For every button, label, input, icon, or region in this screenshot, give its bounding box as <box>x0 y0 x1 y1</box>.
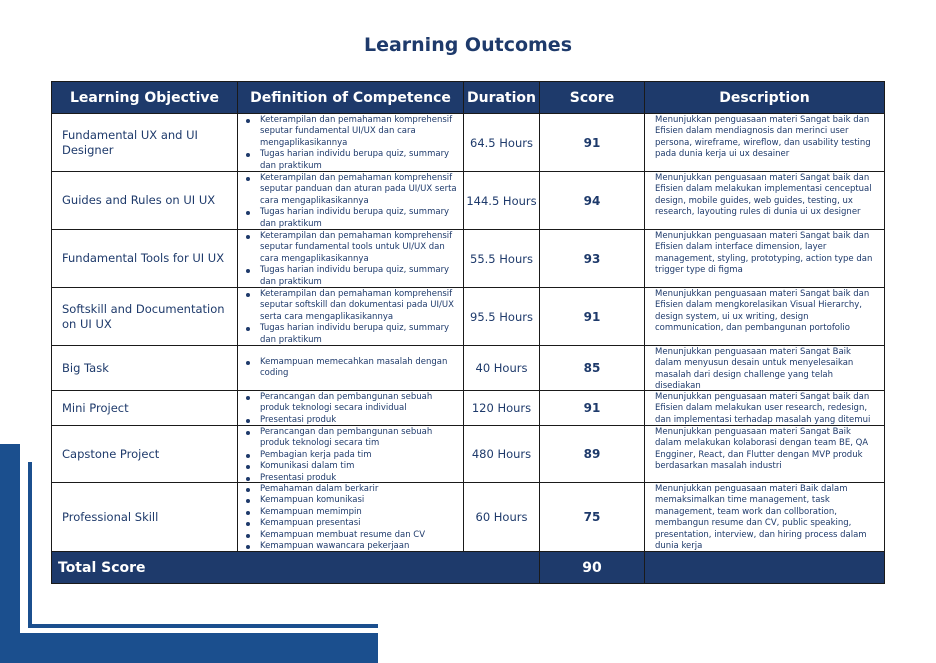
total-score-empty-cell <box>645 552 885 584</box>
score-cell: 91 <box>540 391 645 426</box>
list-item: Keterampilan dan pemahaman komprehensif seputar fundamental tools untuk UI/UX dan cara mengaplikasikannya <box>260 231 459 265</box>
list-item: Perancangan dan pembangunan sebuah produk teknologi secara individual <box>260 392 459 415</box>
definition-list <box>242 289 459 344</box>
list-item: Tugas harian individu berupa quiz, summary dan praktikum <box>260 323 459 344</box>
table-row <box>52 391 885 426</box>
list-item: Kemampuan presentasi <box>260 518 459 529</box>
definition-cell <box>238 426 464 483</box>
header-definition-of-competence: Definition of Competence <box>238 82 464 114</box>
header-learning-objective: Learning Objective <box>52 82 238 114</box>
score-cell: 94 <box>540 172 645 230</box>
description-cell <box>645 172 885 230</box>
description-text: Menunjukkan penguasaan materi Sangat Baik dalam melakukan kolaborasi dengan team BE, QA Engginer, React, dan Flutter dengan MVP produk berdasarkan masalah industri <box>655 427 869 472</box>
description-text: Menunjukkan penguasaan materi Sangat baik dan Efisien dalam melakukan implementasi cenceptual design, mobile guides, web guides, testing, ux research, layouting rules di dunia ui ux designer <box>655 173 872 218</box>
definition-cell <box>238 391 464 426</box>
description-cell <box>645 483 885 552</box>
table-row <box>52 172 885 230</box>
learning-objective-cell: Guides and Rules on UI UX <box>52 172 238 230</box>
list-item: Kemampuan memimpin <box>260 507 459 518</box>
corner-frame-outer-horizontal <box>0 633 378 663</box>
learning-objective-cell: Big Task <box>52 346 238 391</box>
learning-objective-cell: Fundamental UX and UI Designer <box>52 114 238 172</box>
learning-objective-cell: Softskill and Documentation on UI UX <box>52 288 238 346</box>
definition-list-wrapper <box>242 289 459 344</box>
header-duration: Duration <box>464 82 540 114</box>
duration-cell: 144.5 Hours <box>464 172 540 230</box>
definition-cell <box>238 114 464 172</box>
score-cell: 91 <box>540 114 645 172</box>
definition-list <box>242 115 459 170</box>
corner-frame-inner-horizontal <box>28 624 378 628</box>
score-cell: 85 <box>540 346 645 391</box>
list-item: Kemampuan membuat resume dan CV <box>260 530 459 541</box>
definition-cell <box>238 346 464 391</box>
definition-cell <box>238 483 464 552</box>
definition-list <box>242 173 459 228</box>
total-score-value: 90 <box>540 552 645 584</box>
definition-list <box>242 357 459 380</box>
header-score: Score <box>540 82 645 114</box>
duration-cell: 60 Hours <box>464 483 540 552</box>
list-item: Pemahaman dalam berkarir <box>260 484 459 495</box>
corner-frame-outer-vertical <box>0 444 20 663</box>
description-text: Menunjukkan penguasaan materi Sangat baik dan Efisien dalam mendiagnosis dan merinci user persona, wireframe, wireflow, dan usability testing pada dunia kerja ui ux desainer <box>655 115 871 160</box>
corner-frame-inner-vertical <box>28 462 32 628</box>
table-row <box>52 288 885 346</box>
table-row <box>52 426 885 483</box>
definition-list <box>242 484 459 550</box>
learning-objective-cell: Capstone Project <box>52 426 238 483</box>
description-cell <box>645 288 885 346</box>
definition-cell <box>238 288 464 346</box>
definition-list <box>242 392 459 424</box>
definition-list-wrapper <box>242 173 459 228</box>
list-item: Tugas harian individu berupa quiz, summary dan praktikum <box>260 149 459 170</box>
total-score-row <box>52 552 885 584</box>
description-cell <box>645 346 885 391</box>
duration-cell: 95.5 Hours <box>464 288 540 346</box>
table-row <box>52 346 885 391</box>
description-text: Menunjukkan penguasaan materi Sangat baik dan Efisien dalam melakukan user research, redesign, dan implementasi terhadap masalah yang ditemui <box>655 392 871 424</box>
score-cell: 89 <box>540 426 645 483</box>
description-text: Menunjukkan penguasaan materi Sangat baik dan Efisien dalam mengkorelasikan Visual Hierarchy, design system, ui ux writing, design communication, dan pembangunan portofolio <box>655 289 870 334</box>
table-row <box>52 114 885 172</box>
duration-cell: 55.5 Hours <box>464 230 540 288</box>
table-row <box>52 230 885 288</box>
list-item: Kemampuan wawancara pekerjaan <box>260 541 459 550</box>
learning-objective-cell: Fundamental Tools for UI UX <box>52 230 238 288</box>
total-score-label: Total Score <box>52 552 540 584</box>
definition-cell <box>238 172 464 230</box>
description-text: Menunjukkan penguasaan materi Sangat baik dan Efisien dalam interface dimension, layer management, styling, prototyping, action type dan trigger type di figma <box>655 231 873 276</box>
table-body <box>52 114 885 552</box>
list-item: Kemampuan komunikasi <box>260 495 459 506</box>
list-item: Komunikasi dalam tim <box>260 461 459 472</box>
description-cell <box>645 114 885 172</box>
list-item: Presentasi produk <box>260 473 459 481</box>
description-cell <box>645 230 885 288</box>
list-item: Kemampuan memecahkan masalah dengan coding <box>260 357 459 380</box>
duration-cell: 480 Hours <box>464 426 540 483</box>
definition-list-wrapper <box>242 427 459 481</box>
duration-cell: 40 Hours <box>464 346 540 391</box>
score-cell: 93 <box>540 230 645 288</box>
definition-list <box>242 231 459 286</box>
list-item: Keterampilan dan pemahaman komprehensif seputar panduan dan aturan pada UI/UX serta cara mengaplikasikannya <box>260 173 459 207</box>
list-item: Presentasi produk <box>260 415 459 424</box>
list-item: Keterampilan dan pemahaman komprehensif seputar softskill dan dokumentasi pada UI/UX serta cara mengaplikasikannya <box>260 289 459 323</box>
definition-list-wrapper <box>242 115 459 170</box>
definition-list-wrapper <box>242 392 459 424</box>
duration-cell: 120 Hours <box>464 391 540 426</box>
score-cell: 75 <box>540 483 645 552</box>
definition-list-wrapper <box>242 231 459 286</box>
list-item: Tugas harian individu berupa quiz, summary dan praktikum <box>260 207 459 228</box>
learning-objective-cell: Professional Skill <box>52 483 238 552</box>
list-item: Perancangan dan pembangunan sebuah produk teknologi secara tim <box>260 427 459 450</box>
description-text: Menunjukkan penguasaan materi Sangat Baik dalam menyusun desain untuk menyelesaikan masalah dari design challenge yang telah disediakan <box>655 347 854 390</box>
duration-cell: 64.5 Hours <box>464 114 540 172</box>
description-cell <box>645 391 885 426</box>
learning-objective-cell: Mini Project <box>52 391 238 426</box>
header-description: Description <box>645 82 885 114</box>
definition-list-wrapper <box>242 357 459 380</box>
definition-list-wrapper <box>242 484 459 550</box>
list-item: Pembagian kerja pada tim <box>260 450 459 461</box>
definition-cell <box>238 230 464 288</box>
description-cell <box>645 426 885 483</box>
list-item: Keterampilan dan pemahaman komprehensif seputar fundamental UI/UX dan cara mengaplikasikannya <box>260 115 459 149</box>
list-item: Tugas harian individu berupa quiz, summary dan praktikum <box>260 265 459 286</box>
score-cell: 91 <box>540 288 645 346</box>
table-header-row <box>52 82 885 114</box>
page-title: Learning Outcomes <box>363 34 573 56</box>
table-row <box>52 483 885 552</box>
learning-outcomes-table <box>51 81 885 584</box>
description-text: Menunjukkan penguasaan materi Baik dalam memaksimalkan time management, task management, team work dan collboration, membangun resume dan CV, public speaking, presentation, interview, dan hiring process dalam dunia kerja <box>655 484 867 550</box>
definition-list <box>242 427 459 481</box>
